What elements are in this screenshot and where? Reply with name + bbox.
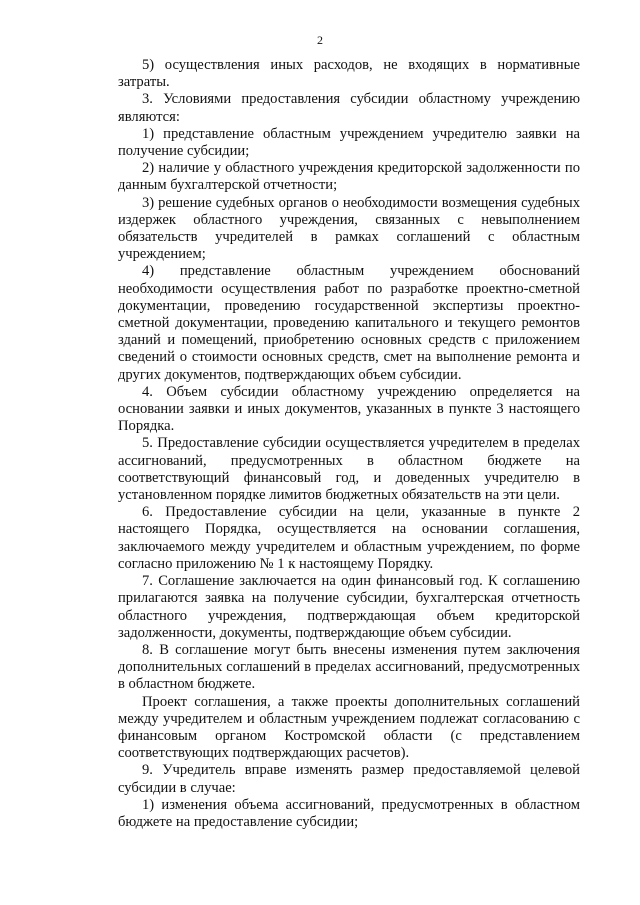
document-body (118, 57, 580, 831)
paragraph: 6. Предоставление субсидии на цели, указанные в пункте 2 настоящего Порядка, осуществляется на основании соглашения, заключаемого между учредителем и областным учреждением, по форме согласно приложению № 1 к настоящему Порядку. (118, 504, 580, 572)
paragraph: 3) решение судебных органов о необходимости возмещения судебных издержек областного учреждения, связанных с невыполнением обязательств учредителей в рамках соглашений с областным учреждением; (118, 194, 580, 263)
paragraph: 4) представление областным учреждением обоснований необходимости осуществления работ по разработке проектно-сметной документации, проведению государственной экспертизы проектно-сметной документации, проведению капитального и текущего ремонтов зданий и помещений, приобретению основных средств с приложением сведений о стоимости основных средств, смет на выполнение ремонта и других документов, подтверждающих объем субсидии. (118, 263, 580, 383)
paragraph: 4. Объем субсидии областному учреждению определяется на основании заявки и иных документов, указанных в пункте 3 настоящего Порядка. (118, 383, 580, 435)
paragraph: Проект соглашения, а также проекты дополнительных соглашений между учредителем и областным учреждением подлежат согласованию с финансовым органом Костромской области (с представлением соответствующих подтверждающих расчетов). (118, 693, 580, 762)
paragraph: 2) наличие у областного учреждения кредиторской задолженности по данным бухгалтерской отчетности; (118, 160, 580, 194)
paragraph: 1) представление областным учреждением учредителю заявки на получение субсидии; (118, 125, 580, 160)
paragraph: 5. Предоставление субсидии осуществляется учредителем в пределах ассигнований, предусмотренных в областном бюджете на соответствующий финансовый год, и доведенных учредителю в установленном порядке лимитов бюджетных обязательств на эти цели. (118, 435, 580, 504)
paragraph: 7. Соглашение заключается на один финансовый год. К соглашению прилагаются заявка на получение субсидии, бухгалтерская отчетность областного учреждения, подтверждающая объем кредиторской задолженности, документы, подтверждающие объем субсидии. (118, 573, 580, 641)
paragraph: 5) осуществления иных расходов, не входящих в нормативные затраты. (118, 57, 580, 91)
page-number: 2 (317, 33, 323, 47)
paragraph: 3. Условиями предоставления субсидии областному учреждению являются: (118, 91, 580, 125)
paragraph: 1) изменения объема ассигнований, предусмотренных в областном бюджете на предоставление субсидии; (118, 796, 580, 830)
paragraph: 8. В соглашение могут быть внесены изменения путем заключения дополнительных соглашений в пределах ассигнований, предусмотренных в областном бюджете. (118, 641, 580, 693)
paragraph: 9. Учредитель вправе изменять размер предоставляемой целевой субсидии в случае: (118, 762, 580, 796)
